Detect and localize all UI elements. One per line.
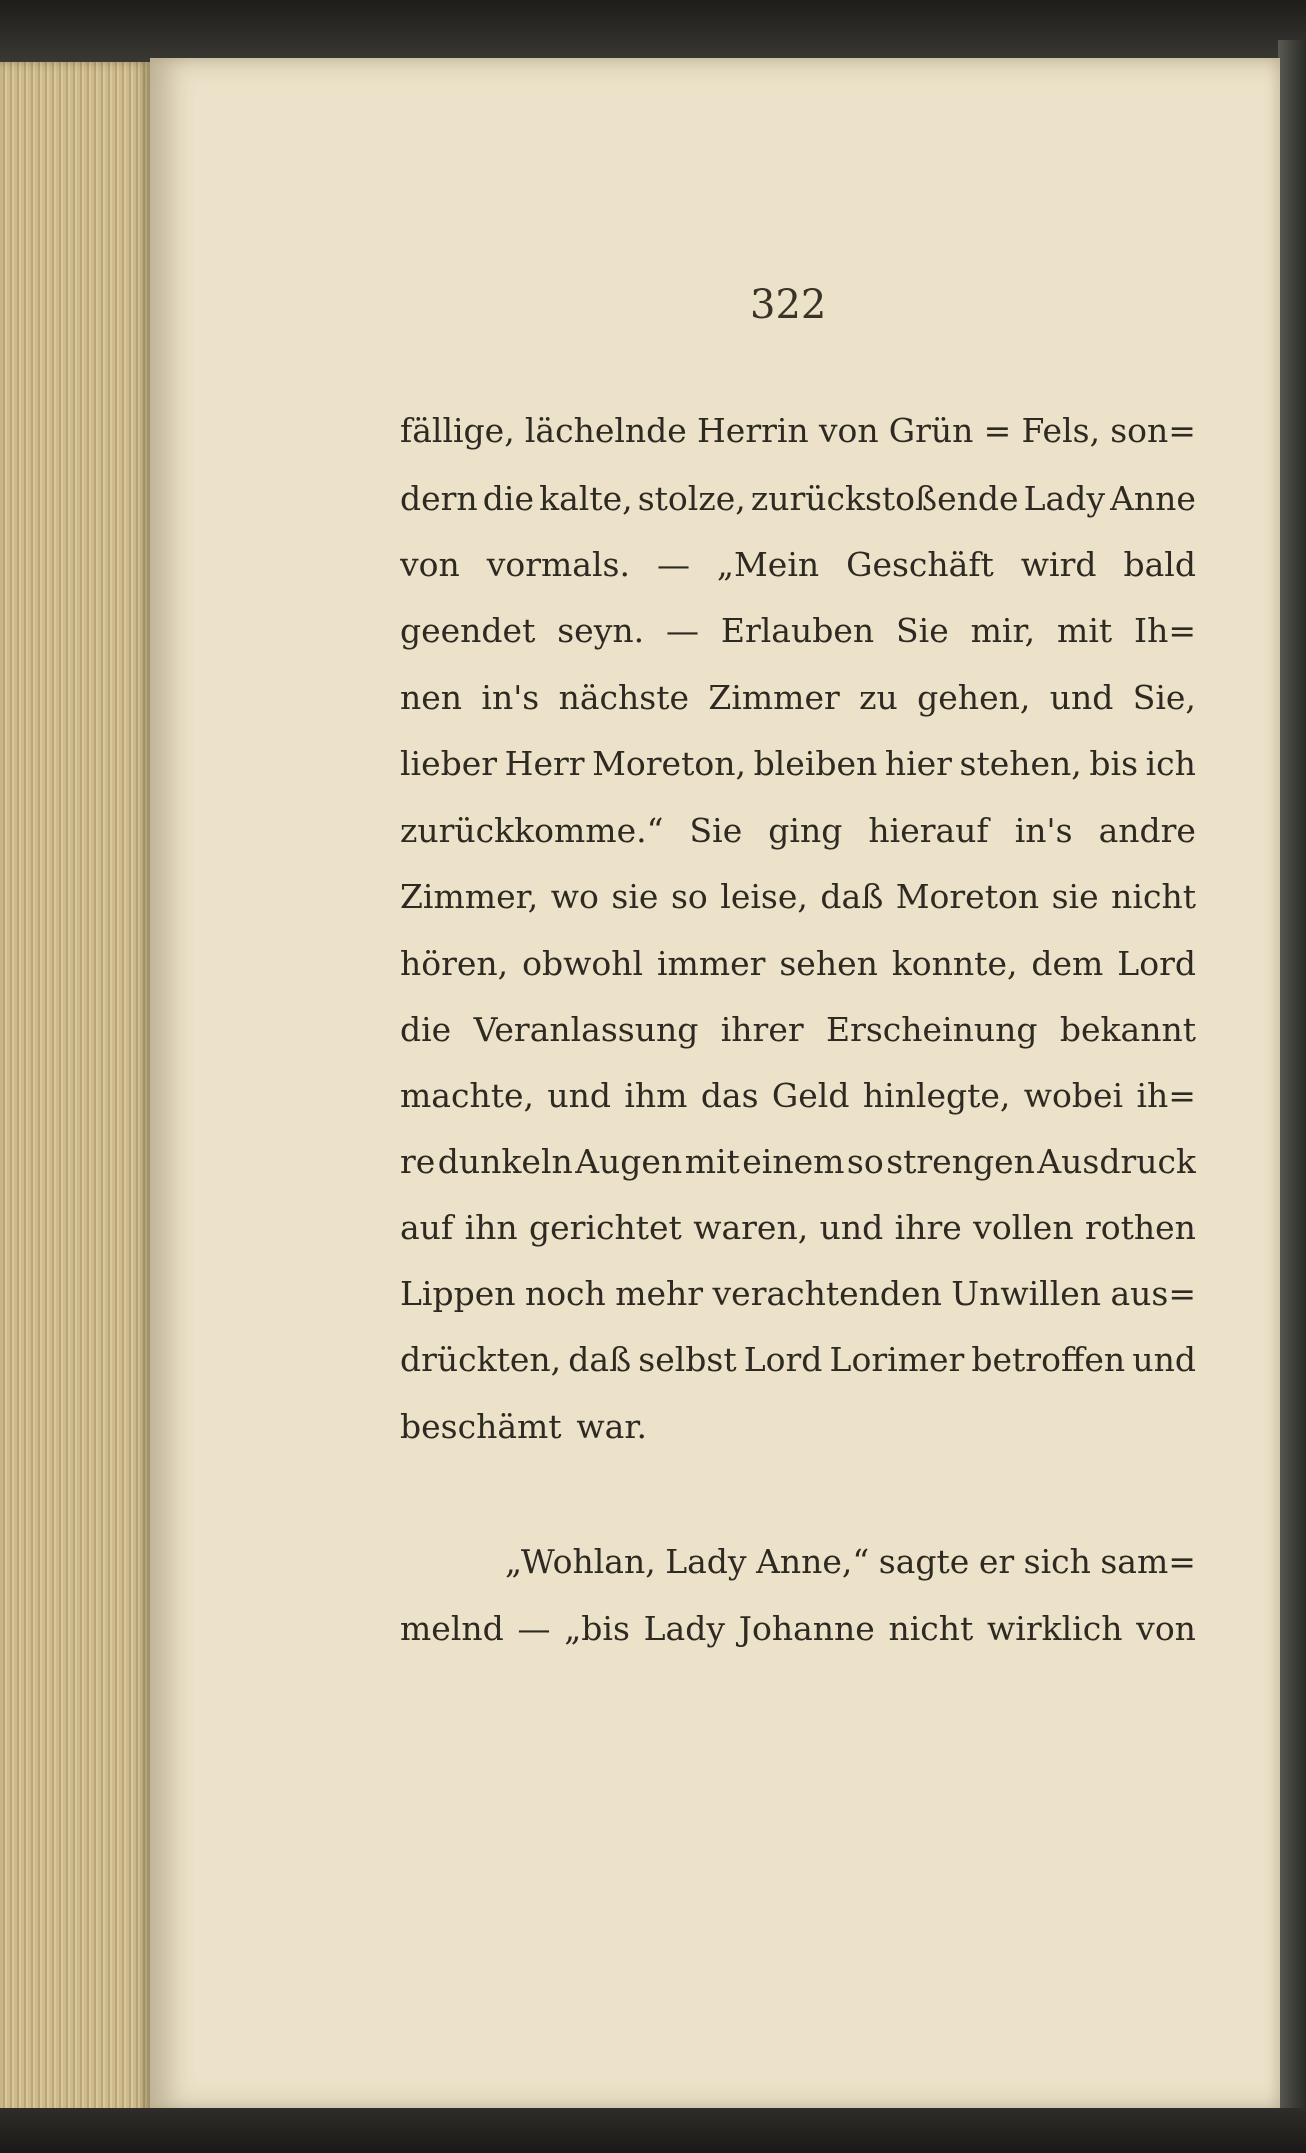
word: selbst	[638, 1340, 737, 1379]
word: son=	[1110, 411, 1196, 450]
word: fällige,	[400, 411, 515, 450]
word: Ih=	[1134, 611, 1196, 650]
word: betroffen	[971, 1340, 1126, 1379]
word: immer	[656, 944, 766, 983]
word: sam=	[1100, 1542, 1196, 1581]
word: Herrin	[697, 411, 809, 450]
word: war.	[576, 1407, 647, 1446]
word: =	[983, 411, 1012, 450]
book-cover-top	[0, 0, 1306, 62]
word: Sie,	[1132, 678, 1196, 717]
word: wird	[1020, 545, 1097, 584]
word: mit	[1057, 611, 1113, 650]
word: nicht	[888, 1609, 974, 1648]
word: sich	[1023, 1542, 1091, 1581]
word: Lorimer	[829, 1340, 965, 1379]
text-line-15	[400, 1334, 1196, 1390]
word: nicht	[1111, 877, 1196, 916]
text-line-10	[400, 1004, 1196, 1060]
word: er	[978, 1542, 1015, 1581]
word: noch	[524, 1274, 606, 1313]
word: bald	[1123, 545, 1196, 584]
word: geendet	[400, 611, 536, 650]
word: Anne	[1110, 479, 1196, 518]
text-line-17	[505, 1536, 1196, 1592]
word: sie	[611, 877, 659, 916]
word: zurückkomme.“	[400, 811, 664, 850]
word: machte,	[400, 1076, 534, 1115]
word: Sie	[896, 611, 949, 650]
page-number: 322	[750, 282, 827, 328]
text-line-14	[400, 1268, 1196, 1324]
word: die	[400, 1010, 452, 1049]
word: nächste	[558, 678, 690, 717]
word: lächelnde	[524, 411, 687, 450]
book-cover-right	[1278, 40, 1306, 2120]
word: „bis	[564, 1609, 630, 1648]
word: stolze,	[637, 479, 746, 518]
text-line-9	[400, 938, 1196, 994]
word: bis	[1089, 744, 1139, 783]
word: und	[819, 1208, 884, 1247]
word: Anne,“	[756, 1542, 870, 1581]
word: Unwillen	[951, 1274, 1102, 1313]
word: wo	[550, 877, 599, 916]
word: ih=	[1136, 1076, 1196, 1115]
word: Grün	[888, 411, 974, 450]
word: hierauf	[868, 811, 989, 850]
word: gehen,	[917, 678, 1031, 717]
word: Erscheinung	[826, 1010, 1038, 1049]
word: beschämt	[400, 1407, 562, 1446]
book-cover-bottom	[0, 2108, 1306, 2153]
word: sie	[1051, 877, 1099, 916]
word: zu	[859, 678, 898, 717]
word: Johanne	[738, 1609, 875, 1648]
word: lieber	[400, 744, 498, 783]
word: zurückstoßende	[750, 479, 1019, 518]
word: sagte	[878, 1542, 970, 1581]
word: so	[846, 1142, 884, 1181]
word: wirklich	[987, 1609, 1123, 1648]
word: in's	[481, 678, 540, 717]
word: Geld	[771, 1076, 850, 1115]
word: bleiben	[753, 744, 878, 783]
word: rothen	[1084, 1208, 1196, 1247]
word: wobei	[1023, 1076, 1124, 1115]
word: dern	[400, 479, 478, 518]
word: bekannt	[1059, 1010, 1196, 1049]
word: Moreton	[895, 877, 1040, 916]
text-line-18	[400, 1603, 1196, 1659]
word: obwohl	[522, 944, 644, 983]
word: Herr	[504, 744, 585, 783]
word: drückten,	[400, 1340, 562, 1379]
word: so	[670, 877, 708, 916]
text-line-12	[400, 1136, 1196, 1192]
page-edges	[0, 62, 150, 2118]
word: melnd	[400, 1609, 504, 1648]
text-line-5	[400, 672, 1196, 728]
word: Erlauben	[720, 611, 875, 650]
text-line-2	[400, 473, 1196, 529]
word: andre	[1098, 811, 1196, 850]
word: dunkeln	[437, 1142, 573, 1181]
word: Ausdruck	[1037, 1142, 1196, 1181]
word: mit	[684, 1142, 740, 1181]
word: —	[517, 1609, 551, 1648]
word: hier	[884, 744, 952, 783]
word: und	[1049, 678, 1114, 717]
word: ging	[768, 811, 843, 850]
word: Zimmer	[708, 678, 840, 717]
word: vormals.	[486, 545, 630, 584]
word: Zimmer,	[400, 877, 539, 916]
word: die	[482, 479, 534, 518]
word: in's	[1014, 811, 1073, 850]
word: sehen	[779, 944, 878, 983]
word: stehen,	[959, 744, 1082, 783]
word: gerichtet	[529, 1208, 682, 1247]
text-line-3	[400, 539, 1196, 595]
word: ihm	[624, 1076, 688, 1115]
word: aus=	[1110, 1274, 1196, 1313]
word: ihre	[894, 1208, 962, 1247]
word: „Wohlan,	[505, 1542, 656, 1581]
text-line-7	[400, 805, 1196, 861]
word: das	[700, 1076, 759, 1115]
word: vollen	[973, 1208, 1074, 1247]
word: Lady	[1023, 479, 1105, 518]
word: nen	[400, 678, 463, 717]
word: und	[547, 1076, 611, 1115]
word: Sie	[689, 811, 743, 850]
text-line-13	[400, 1202, 1196, 1258]
word: kalte,	[539, 479, 633, 518]
word: Lady	[665, 1542, 747, 1581]
text-line-16	[400, 1401, 1196, 1457]
word: konnte,	[891, 944, 1018, 983]
word: strengen	[886, 1142, 1035, 1181]
word: einem	[742, 1142, 845, 1181]
word: „Mein	[716, 545, 820, 584]
word: ihn	[464, 1208, 518, 1247]
word: re	[400, 1142, 436, 1181]
word: ihrer	[720, 1010, 804, 1049]
text-line-1	[400, 405, 1196, 461]
word: leise,	[720, 877, 808, 916]
word: Geschäft	[846, 545, 994, 584]
word: und	[1132, 1340, 1196, 1379]
word: Augen	[575, 1142, 683, 1181]
word: mehr	[615, 1274, 704, 1313]
word: Lord	[1117, 944, 1196, 983]
word: verachtenden	[712, 1274, 942, 1313]
word: Veranlassung	[473, 1010, 699, 1049]
word: von	[1136, 1609, 1196, 1648]
text-line-6	[400, 738, 1196, 794]
word: daß	[568, 1340, 632, 1379]
word: —	[656, 545, 690, 584]
word: waren,	[693, 1208, 809, 1247]
word: daß	[820, 877, 884, 916]
word: ich	[1145, 744, 1196, 783]
word: Fels,	[1021, 411, 1101, 450]
text-line-4	[400, 605, 1196, 661]
text-line-11	[400, 1070, 1196, 1126]
word: hören,	[400, 944, 509, 983]
word: seyn.	[557, 611, 645, 650]
word: von	[818, 411, 879, 450]
word: mir,	[970, 611, 1036, 650]
text-line-8	[400, 871, 1196, 927]
word: dem	[1031, 944, 1104, 983]
word: Lord	[743, 1340, 823, 1379]
word: —	[666, 611, 699, 650]
word: von	[400, 545, 460, 584]
word: Lippen	[400, 1274, 516, 1313]
word: Lady	[643, 1609, 725, 1648]
word: Moreton,	[592, 744, 746, 783]
word: hinlegte,	[862, 1076, 1011, 1115]
word: auf	[400, 1208, 454, 1247]
